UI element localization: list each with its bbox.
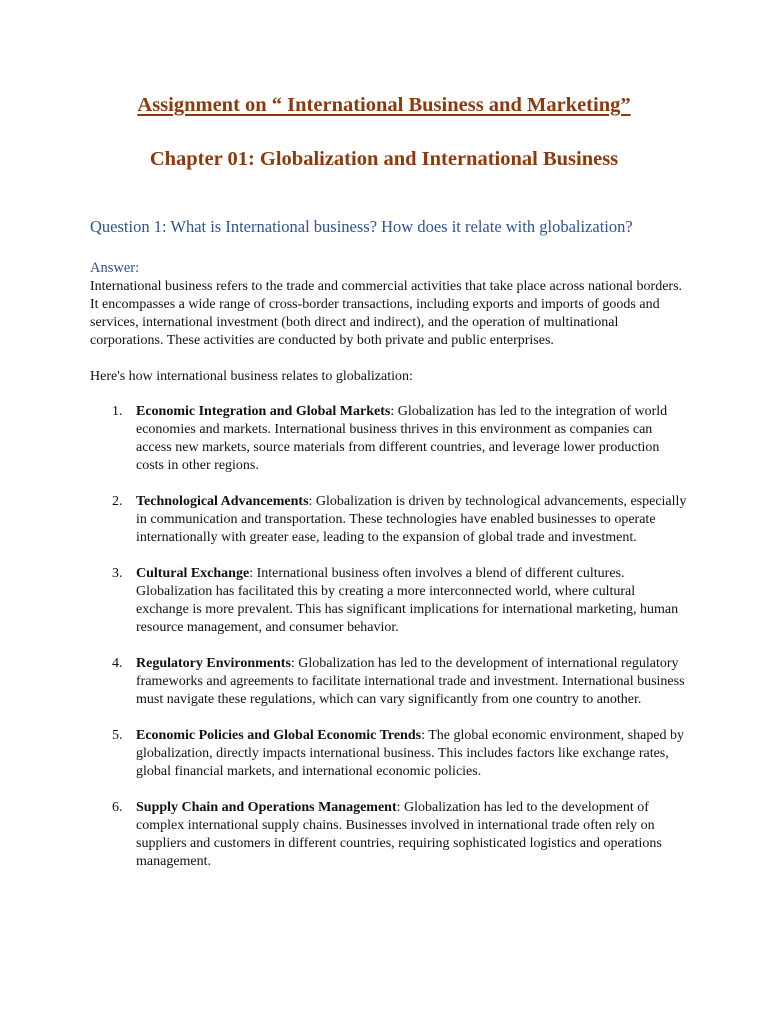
list-item-text: : Globalization is driven by technological advancements, especially in communication and transportation. These technologies have enabled businesses to operate internationally with greater ease, leading to the expansion of global trade and investment. xyxy=(136,494,687,545)
document-title: Assignment on “ International Business and Marketing” xyxy=(137,94,631,116)
answer-label: Answer: xyxy=(90,260,140,276)
list-item-number: 1. xyxy=(112,404,123,419)
list-item-term: Supply Chain and Operations Management xyxy=(136,800,397,815)
list-item-text: : The global economic environment, shaped by globalization, directly impacts international business. This includes factors like exchange rates, global financial markets, and international economic policies. xyxy=(136,728,685,779)
list-item xyxy=(90,799,690,871)
list-item xyxy=(90,403,690,475)
answer-body xyxy=(90,278,690,350)
list-item-text: : Globalization has led to the development of complex international supply chains. Businesses involved in international trade often rely on suppliers and customers in different countries, requiring sophisticated logistics and operations management. xyxy=(136,800,662,869)
list-item-term: Regulatory Environments xyxy=(136,656,291,671)
list-item-text: : Globalization has led to the integration of world economies and markets. International business thrives in this environment as companies can access new markets, source materials from different countries, and leverage lower production costs in other regions. xyxy=(136,404,668,473)
intro-paragraph: International business refers to the trade and commercial activities that take place across national borders. It encompasses a wide range of cross-border transactions, including exports and imports of goods and services, international investment (both direct and indirect), and the operation of multinational corporations. These activities are conducted by both private and public enterprises. xyxy=(90,279,683,348)
list-item-number: 5. xyxy=(112,728,123,743)
relations-list xyxy=(90,403,690,889)
lead-in-sentence: Here's how international business relates to globalization: xyxy=(90,369,413,384)
list-item-number: 3. xyxy=(112,566,123,581)
list-item-term: Economic Policies and Global Economic Trends xyxy=(136,728,422,743)
list-item xyxy=(90,565,690,637)
list-item-number: 6. xyxy=(112,800,123,815)
chapter-title: Chapter 01: Globalization and International Business xyxy=(149,148,619,170)
list-item xyxy=(90,493,690,547)
list-item-text: : Globalization has led to the development of international regulatory frameworks and agreements to facilitate international trade and investment. International business must navigate these regulations, which can vary significantly from one country to another. xyxy=(136,656,685,707)
list-item xyxy=(90,727,690,781)
list-item-term: Cultural Exchange xyxy=(136,566,250,581)
list-item xyxy=(90,655,690,709)
list-item-text: : International business often involves a blend of different cultures. Globalization has facilitated this by creating a more interconnected world, where cultural exchange is more prevalent. This has significant implications for international marketing, human resource management, and consumer behavior. xyxy=(136,566,679,635)
list-item-number: 2. xyxy=(112,494,123,509)
list-item-number: 4. xyxy=(112,656,123,671)
list-item-term: Technological Advancements xyxy=(136,494,309,509)
question-heading: Question 1: What is International business? How does it relate with globalization? xyxy=(90,217,633,236)
list-item-term: Economic Integration and Global Markets xyxy=(136,404,391,419)
